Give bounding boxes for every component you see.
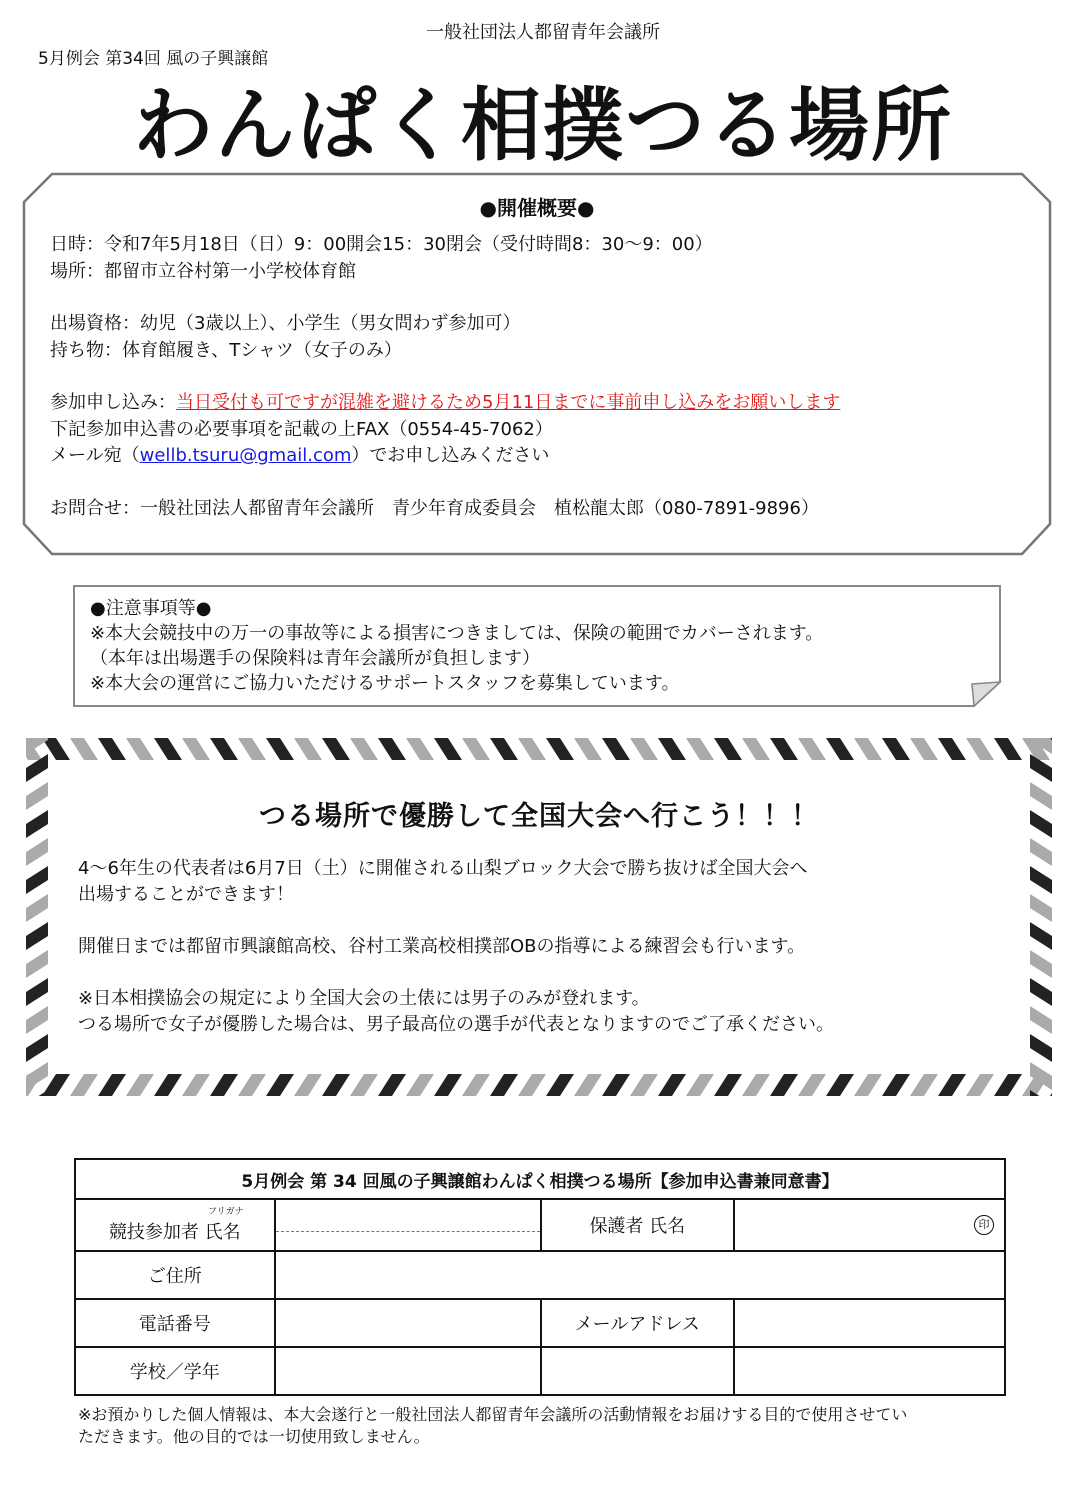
border-stripe xyxy=(938,738,966,760)
border-stripe xyxy=(294,1074,322,1096)
promo-p3-line-2: つる場所で女子が優勝した場合は、男子最高位の選手が代表となりますのでご了承ください。 xyxy=(78,1014,834,1035)
border-stripe xyxy=(70,1074,98,1096)
border-stripe xyxy=(462,1074,490,1096)
school-field-2[interactable] xyxy=(541,1347,734,1395)
privacy-note-line-2: ただきます。他の目的では一切使用致しません。 xyxy=(78,1427,430,1446)
border-stripe xyxy=(686,1074,714,1096)
overview-apply-line xyxy=(50,390,840,417)
notes-line-2: （本年は出場選手の保険料は青年会議所が負担します） xyxy=(90,648,540,669)
border-stripe xyxy=(70,738,98,760)
border-stripe xyxy=(26,1034,48,1062)
overview-place: 場所：都留市立谷村第一小学校体育館 xyxy=(50,260,356,282)
page-title: わんぱく相撲つる場所 xyxy=(133,79,953,172)
border-stripe xyxy=(210,1074,238,1096)
border-stripe xyxy=(490,1074,518,1096)
border-stripe xyxy=(26,738,48,754)
border-stripe xyxy=(434,1074,462,1096)
participant-name-label xyxy=(75,1199,275,1251)
phone-field[interactable] xyxy=(275,1299,541,1347)
school-field[interactable] xyxy=(275,1347,541,1395)
promo-p1-line-1: 4〜6年生の代表者は6月7日（土）に開催される山梨ブロック大会で勝ち抜けば全国大会へ xyxy=(78,858,808,879)
privacy-note-line-1: ※お預かりした個人情報は、本大会遂行と一般社団法人都留青年会議所の活動情報をお届けする目的で使用させてい xyxy=(78,1405,908,1424)
border-stripe xyxy=(546,1074,574,1096)
overview-text xyxy=(50,232,840,522)
border-stripe xyxy=(154,1074,182,1096)
border-stripe xyxy=(994,738,1022,760)
border-stripe xyxy=(742,738,770,760)
border-stripe xyxy=(770,1074,798,1096)
email-label: メールアドレス xyxy=(541,1299,734,1347)
overview-heading: ●開催概要● xyxy=(479,196,595,220)
border-stripe xyxy=(518,1074,546,1096)
phone-label: 電話番号 xyxy=(75,1299,275,1347)
border-stripe xyxy=(882,1074,910,1096)
border-stripe xyxy=(378,1074,406,1096)
notes-heading: ●注意事項等● xyxy=(90,598,212,619)
event-subtitle: 5月例会 第34回 風の子興譲館 xyxy=(38,49,269,69)
apply-notice: 当日受付も可ですが混雑を避けるため5月11日までに事前申し込みをお願いします xyxy=(176,392,841,413)
border-stripe xyxy=(98,1074,126,1096)
border-stripe xyxy=(1030,978,1052,1006)
border-stripe xyxy=(322,738,350,760)
border-stripe xyxy=(714,738,742,760)
border-stripe xyxy=(1030,838,1052,866)
border-stripe xyxy=(210,738,238,760)
border-stripe xyxy=(658,1074,686,1096)
border-stripe xyxy=(938,1074,966,1096)
apply-label: 参加申し込み： xyxy=(50,392,176,413)
participant-name-text: 競技参加者 氏名 xyxy=(108,1222,241,1243)
border-stripe xyxy=(994,1074,1022,1096)
overview-datetime: 日時：令和7年5月18日（日）9：00開会15：30閉会（受付時間8：30〜9：00） xyxy=(50,234,713,255)
border-stripe xyxy=(1030,1034,1052,1062)
border-stripe xyxy=(854,738,882,760)
border-stripe xyxy=(1030,950,1052,978)
participant-name-field[interactable] xyxy=(275,1199,541,1251)
border-stripe xyxy=(238,1074,266,1096)
promo-heading: つる場所で優勝して全国大会へ行こう！！！ xyxy=(259,801,819,832)
border-stripe xyxy=(266,1074,294,1096)
school-label: 学校／学年 xyxy=(75,1347,275,1395)
border-stripe xyxy=(126,738,154,760)
border-stripe xyxy=(350,738,378,760)
address-label: ご住所 xyxy=(75,1251,275,1299)
promo-p1-line-2: 出場することができます！ xyxy=(78,884,294,905)
border-stripe xyxy=(406,738,434,760)
border-stripe xyxy=(798,1074,826,1096)
border-stripe xyxy=(966,1074,994,1096)
notes-box xyxy=(72,584,1002,708)
border-stripe xyxy=(546,738,574,760)
mail-link[interactable]: wellb.tsuru@gmail.com xyxy=(139,445,352,466)
seal-icon: 印 xyxy=(974,1215,994,1235)
border-stripe xyxy=(882,738,910,760)
border-stripe xyxy=(26,1062,48,1090)
border-stripe xyxy=(406,1074,434,1096)
border-stripe xyxy=(826,1074,854,1096)
border-stripe xyxy=(434,738,462,760)
promo-box xyxy=(26,738,1052,1096)
border-stripe xyxy=(826,738,854,760)
border-stripe xyxy=(630,1074,658,1096)
border-stripe xyxy=(462,738,490,760)
border-stripe xyxy=(714,1074,742,1096)
overview-fax-line: 下記参加申込書の必要事項を記載の上FAX（0554-45-7062） xyxy=(50,418,553,440)
guardian-name-field[interactable] xyxy=(734,1199,1005,1251)
border-stripe xyxy=(602,738,630,760)
border-stripe xyxy=(1030,894,1052,922)
border-stripe xyxy=(26,894,48,922)
border-stripe xyxy=(238,738,266,760)
border-stripe xyxy=(602,1074,630,1096)
border-stripe xyxy=(574,738,602,760)
guardian-name-label: 保護者 氏名 xyxy=(541,1199,734,1251)
border-stripe xyxy=(26,1006,48,1034)
border-stripe xyxy=(26,866,48,894)
mail-prefix: メール宛（ xyxy=(50,445,140,466)
border-stripe xyxy=(98,738,126,760)
border-stripe xyxy=(350,1074,378,1096)
border-stripe xyxy=(798,738,826,760)
promo-p3-line-1: ※日本相撲協会の規定により全国大会の土俵には男子のみが登れます。 xyxy=(78,988,650,1009)
promo-p2: 開催日までは都留市興譲館高校、谷村工業高校相撲部OBの指導による練習会も行います。 xyxy=(78,936,806,957)
overview-contact: お問合せ：一般社団法人都留青年会議所 青少年育成委員会 植松龍太郎（080-7891-9896） xyxy=(50,497,819,519)
border-stripe xyxy=(182,738,210,760)
border-stripe xyxy=(182,1074,210,1096)
overview-eligibility: 出場資格：幼児（3歳以上）、小学生（男女問わず参加可） xyxy=(50,313,521,334)
application-form xyxy=(74,1158,1006,1396)
border-stripe xyxy=(770,738,798,760)
email-field[interactable] xyxy=(734,1299,1005,1347)
border-stripe xyxy=(574,1074,602,1096)
border-stripe xyxy=(686,738,714,760)
overview-box xyxy=(22,172,1052,556)
organizer-name: 一般社団法人都留青年会議所 xyxy=(426,22,660,43)
border-stripe xyxy=(1030,922,1052,950)
border-stripe xyxy=(26,922,48,950)
overview-belongings: 持ち物：体育館履き、Tシャツ（女子のみ） xyxy=(50,339,402,361)
border-stripe xyxy=(294,738,322,760)
border-stripe xyxy=(266,738,294,760)
promo-text xyxy=(78,856,834,1038)
overview-mail-line xyxy=(50,443,840,470)
address-field[interactable] xyxy=(275,1251,1005,1299)
border-stripe xyxy=(630,738,658,760)
furigana-label: フリガナ xyxy=(208,1207,244,1217)
border-stripe xyxy=(126,1074,154,1096)
border-stripe xyxy=(26,950,48,978)
border-stripe xyxy=(1030,1006,1052,1034)
mail-suffix: ）でお申し込みください xyxy=(351,445,550,466)
notes-text xyxy=(90,596,823,696)
border-stripe xyxy=(742,1074,770,1096)
privacy-note xyxy=(78,1404,907,1448)
border-stripe xyxy=(154,738,182,760)
border-stripe xyxy=(378,738,406,760)
border-stripe xyxy=(518,738,546,760)
border-stripe xyxy=(854,1074,882,1096)
border-stripe xyxy=(490,738,518,760)
border-stripe xyxy=(322,1074,350,1096)
border-stripe xyxy=(26,838,48,866)
border-stripe xyxy=(966,738,994,760)
border-stripe xyxy=(658,738,686,760)
form-title: 5月例会 第 34 回風の子興譲館わんぱく相撲つる場所【参加申込書兼同意書】 xyxy=(75,1159,1005,1199)
border-stripe xyxy=(1030,866,1052,894)
school-field-3[interactable] xyxy=(734,1347,1005,1395)
border-stripe xyxy=(910,738,938,760)
notes-line-3: ※本大会の運営にご協力いただけるサポートスタッフを募集しています。 xyxy=(90,673,680,694)
border-stripe xyxy=(26,978,48,1006)
notes-line-1: ※本大会競技中の万一の事故等による損害につきましては、保険の範囲でカバーされます。 xyxy=(90,623,824,644)
furigana-divider xyxy=(276,1231,540,1232)
border-stripe xyxy=(910,1074,938,1096)
